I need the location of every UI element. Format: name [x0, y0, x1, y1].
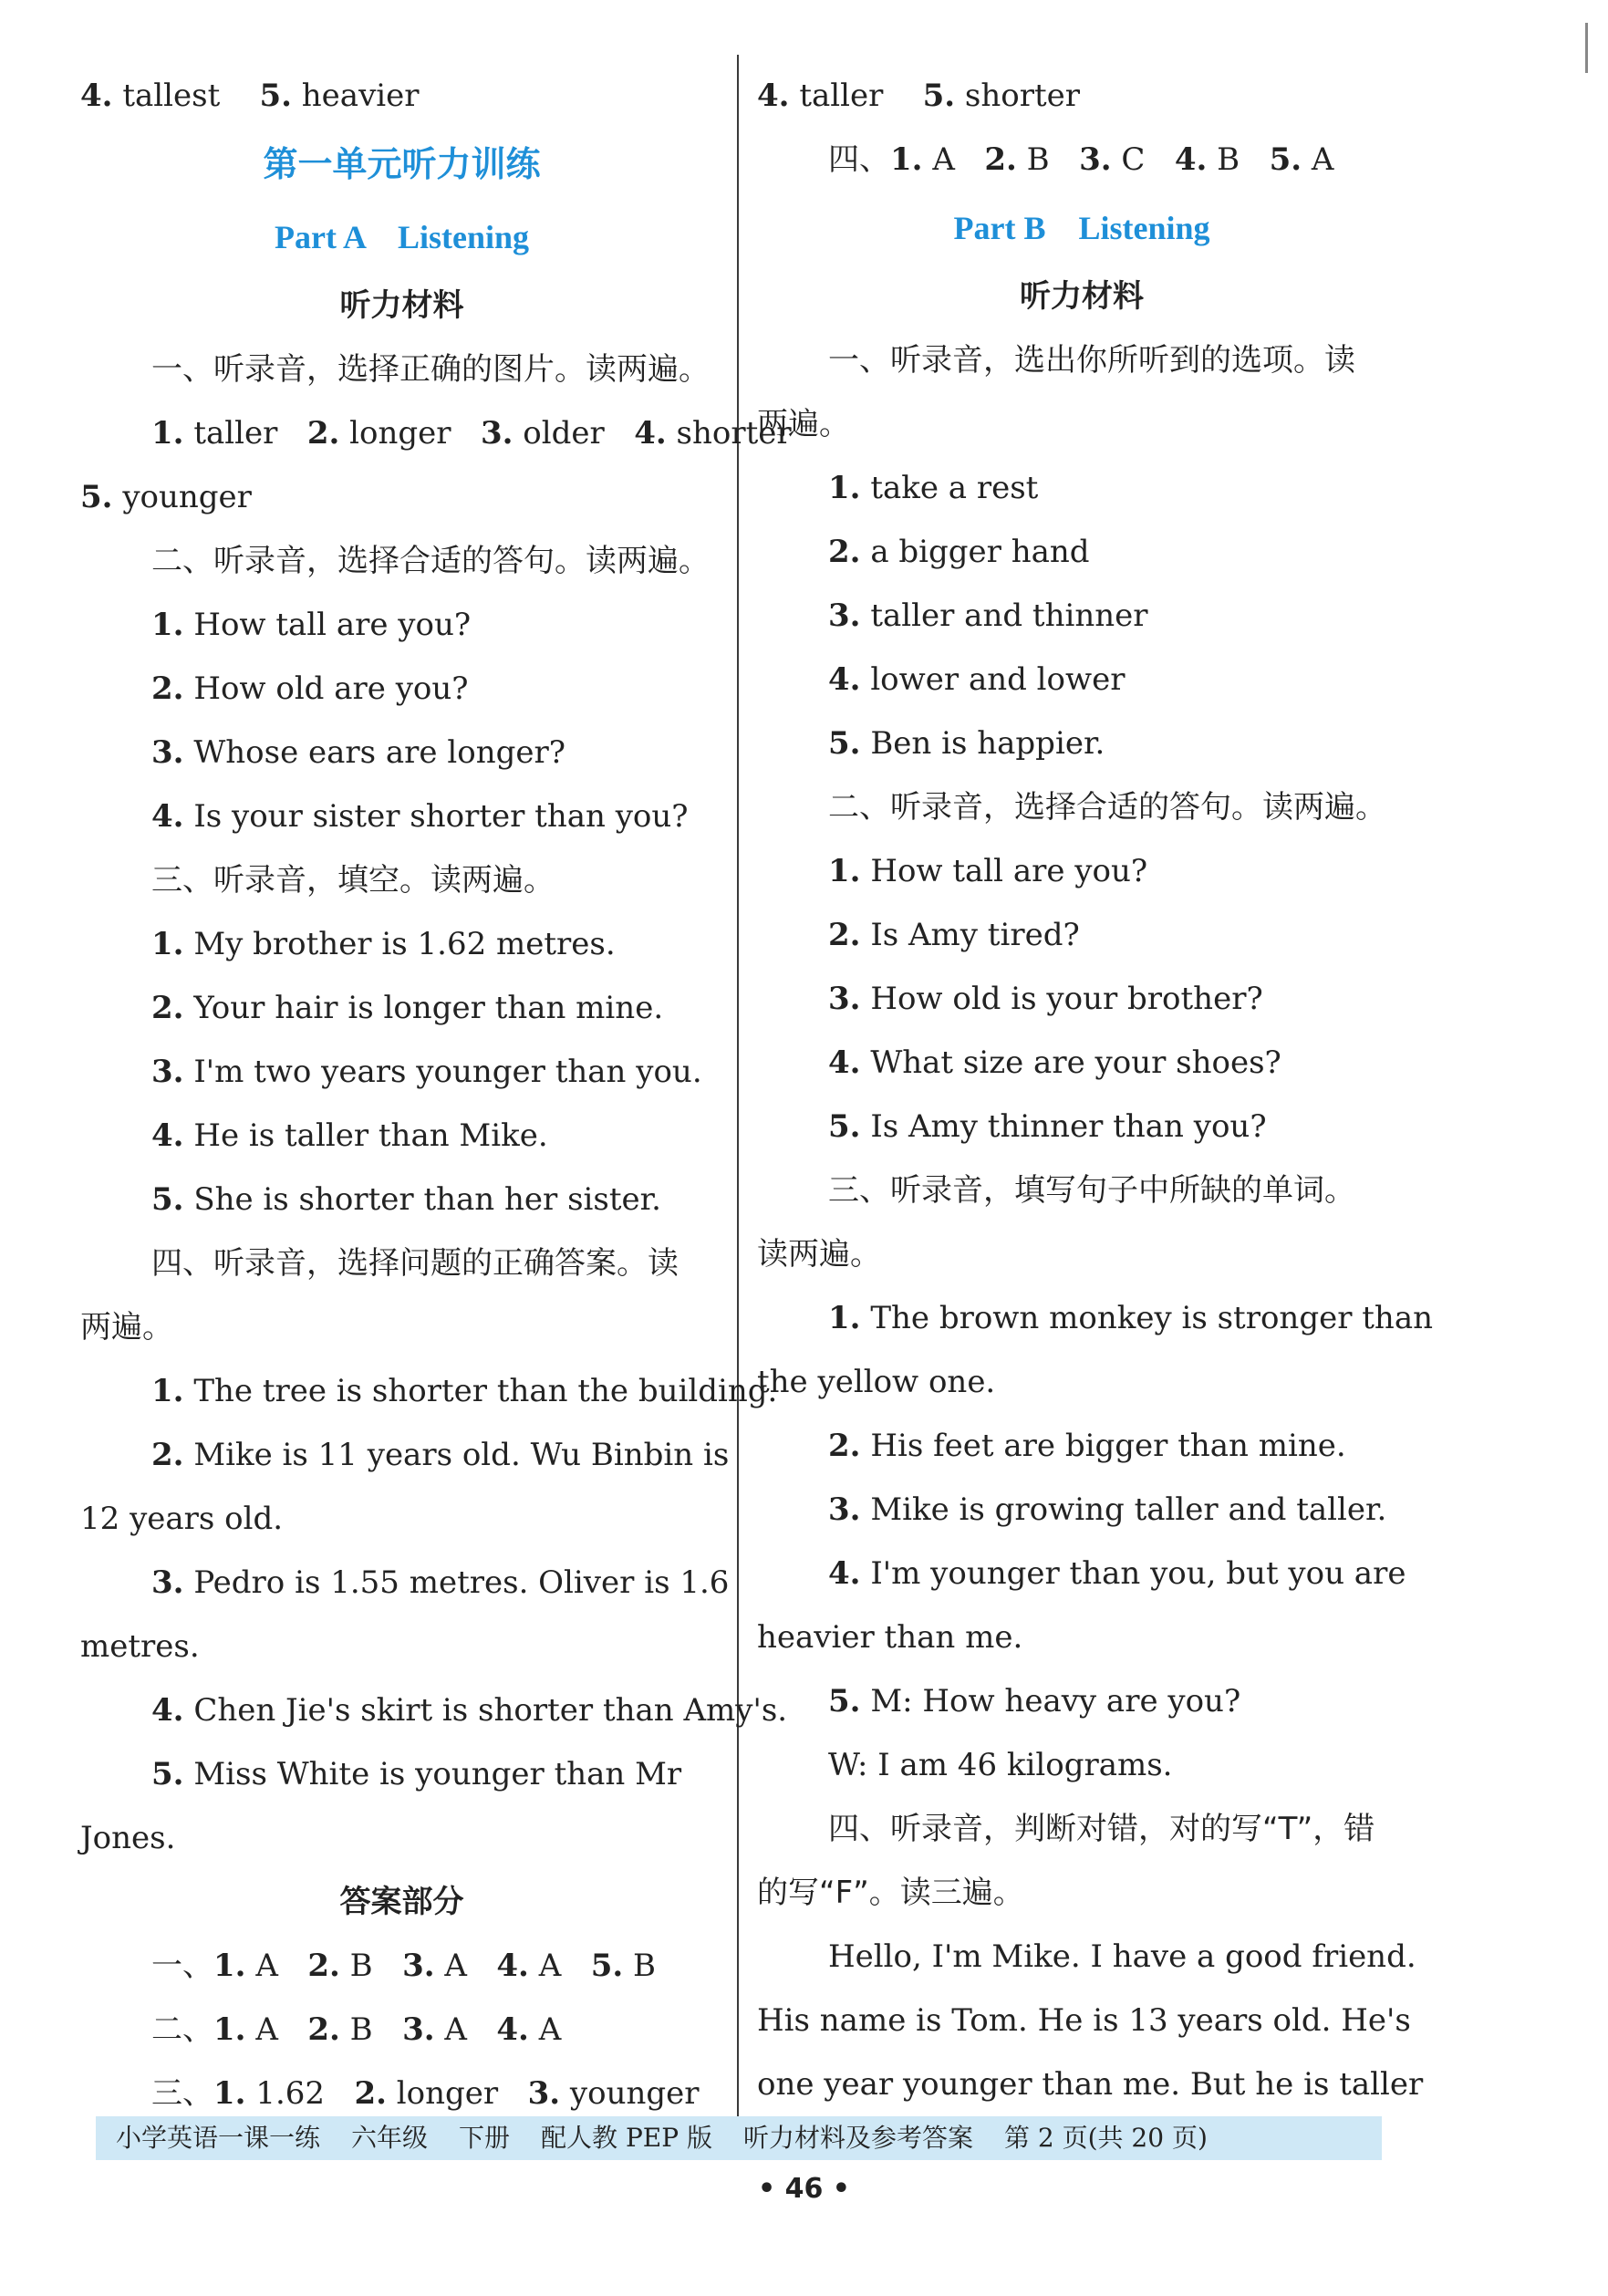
list-item: 2. a bigger hand — [828, 534, 1090, 570]
answer-row-1: 一、1. A 2. B 3. A 4. A 5. B — [151, 1948, 656, 1984]
list-item: 1. take a rest — [828, 470, 1039, 506]
list-item-cont: heavier than me. — [757, 1619, 1023, 1656]
list-item-cont: the yellow one. — [757, 1364, 996, 1400]
list-item: 5. Ben is happier. — [828, 725, 1105, 762]
part-b-title: Part B Listening — [953, 210, 1210, 246]
list-item-cont: metres. — [80, 1628, 200, 1665]
section-1-title: 一、听录音，选出你所听到的选项。读 — [828, 342, 1355, 379]
list-item-cont: 12 years old. — [80, 1501, 284, 1537]
list-item: 4. What size are your shoes? — [828, 1044, 1281, 1081]
list-item: 3. Mike is growing taller and taller. — [828, 1491, 1387, 1528]
answers-heading: 答案部分 — [339, 1884, 464, 1920]
list-item: 4. I'm younger than you, but you are — [828, 1555, 1406, 1592]
list-item: 1. The tree is shorter than the building. — [151, 1373, 778, 1409]
list-item: 5. Miss White is younger than Mr — [151, 1756, 682, 1792]
footer-volume: 下册 — [459, 2123, 511, 2153]
section-2-title: 二、听录音，选择合适的答句。读两遍。 — [828, 789, 1386, 826]
list-item: 1. How tall are you? — [151, 607, 472, 643]
footer-book: 小学英语一课一练 — [116, 2123, 321, 2153]
unit-title: 第一单元听力训练 — [263, 144, 541, 184]
section-3-title: 三、听录音，填空。读两遍。 — [151, 862, 555, 899]
section-4-title: 四、听录音，选择问题的正确答案。读 — [151, 1245, 679, 1282]
list-item: 2. How old are you? — [151, 670, 469, 707]
section-2-title: 二、听录音，选择合适的答句。读两遍。 — [151, 543, 710, 579]
list-item: 1. My brother is 1.62 metres. — [151, 926, 616, 962]
list-item: 3. I'm two years younger than you. — [151, 1054, 702, 1090]
list-item: 2. Is Amy tired? — [828, 917, 1080, 953]
section-1-title: 一、听录音，选择正确的图片。读两遍。 — [151, 351, 710, 388]
list-item: 4. lower and lower — [828, 661, 1126, 698]
section-4-title-cont: 两遍。 — [80, 1309, 173, 1345]
list-item: 1. The brown monkey is stronger than — [828, 1300, 1433, 1336]
passage-line: Hello, I'm Mike. I have a good friend. — [828, 1938, 1416, 1975]
list-item: 3. Whose ears are longer? — [151, 734, 565, 771]
list-item: 4. He is taller than Mike. — [151, 1117, 548, 1154]
list-item: 2. Your hair is longer than mine. — [151, 990, 664, 1026]
right-top-answers: 4. taller 5. shorter — [757, 78, 1081, 114]
list-item: 5. M: How heavy are you? — [828, 1683, 1241, 1719]
list-item: 3. How old is your brother? — [828, 981, 1263, 1017]
footer-grade: 六年级 — [351, 2123, 429, 2153]
section-4-title: 四、听录音，判断对错，对的写“T”，错 — [828, 1811, 1375, 1847]
list-item: 5. Is Amy thinner than you? — [828, 1108, 1267, 1145]
column-divider — [737, 55, 739, 2125]
list-item: 1. How tall are you? — [828, 853, 1148, 889]
list-item: 4. Is your sister shorter than you? — [151, 798, 689, 835]
answer-row-3: 三、1. 1.62 2. longer 3. younger — [151, 2075, 700, 2112]
section-3-title: 三、听录音，填写句子中所缺的单词。 — [828, 1172, 1355, 1209]
list-item: 3. taller and thinner — [828, 597, 1148, 634]
footer-page-info: 第 2 页(共 20 页) — [1003, 2123, 1208, 2153]
material-heading: 听力材料 — [1020, 278, 1144, 315]
passage-line: His name is Tom. He is 13 years old. He's — [757, 2002, 1411, 2039]
footer-bar — [96, 2116, 1382, 2160]
footer-edition: 配人教 PEP 版 — [541, 2123, 712, 2153]
section-1-items: 1. taller 2. longer 3. older 4. shorter — [151, 415, 792, 452]
list-item: 5. She is shorter than her sister. — [151, 1181, 661, 1218]
list-item: 3. Pedro is 1.55 metres. Oliver is 1.6 — [151, 1564, 730, 1601]
right-column — [757, 64, 1433, 2116]
section-4-title-cont: 的写“F”。读三遍。 — [757, 1875, 1024, 1911]
section-1-title-cont: 两遍。 — [757, 406, 850, 442]
left-top-answers: 4. tallest 5. heavier — [80, 78, 420, 114]
list-item: 2. Mike is 11 years old. Wu Binbin is — [151, 1437, 730, 1473]
left-column — [80, 64, 792, 2125]
passage-line: one year younger than me. But he is taller — [757, 2066, 1424, 2103]
part-a-title: Part A Listening — [274, 219, 530, 255]
list-item: 4. Chen Jie's skirt is shorter than Amy's. — [151, 1692, 788, 1729]
section-3-title-cont: 读两遍。 — [757, 1236, 881, 1273]
list-item: 2. His feet are bigger than mine. — [828, 1428, 1346, 1464]
footer-section: 听力材料及参考答案 — [742, 2123, 973, 2153]
section-1-item-5: 5. younger — [80, 479, 252, 515]
material-heading: 听力材料 — [339, 287, 464, 324]
list-item-cont: W: I am 46 kilograms. — [828, 1747, 1173, 1783]
page-edge-mark — [1585, 23, 1588, 73]
answer-row-2: 二、1. A 2. B 3. A 4. A — [151, 2011, 562, 2048]
page-number: • 46 • — [758, 2173, 850, 2205]
answer-row-4: 四、1. A 2. B 3. C 4. B 5. A — [828, 141, 1334, 178]
list-item-cont: Jones. — [80, 1820, 176, 1856]
